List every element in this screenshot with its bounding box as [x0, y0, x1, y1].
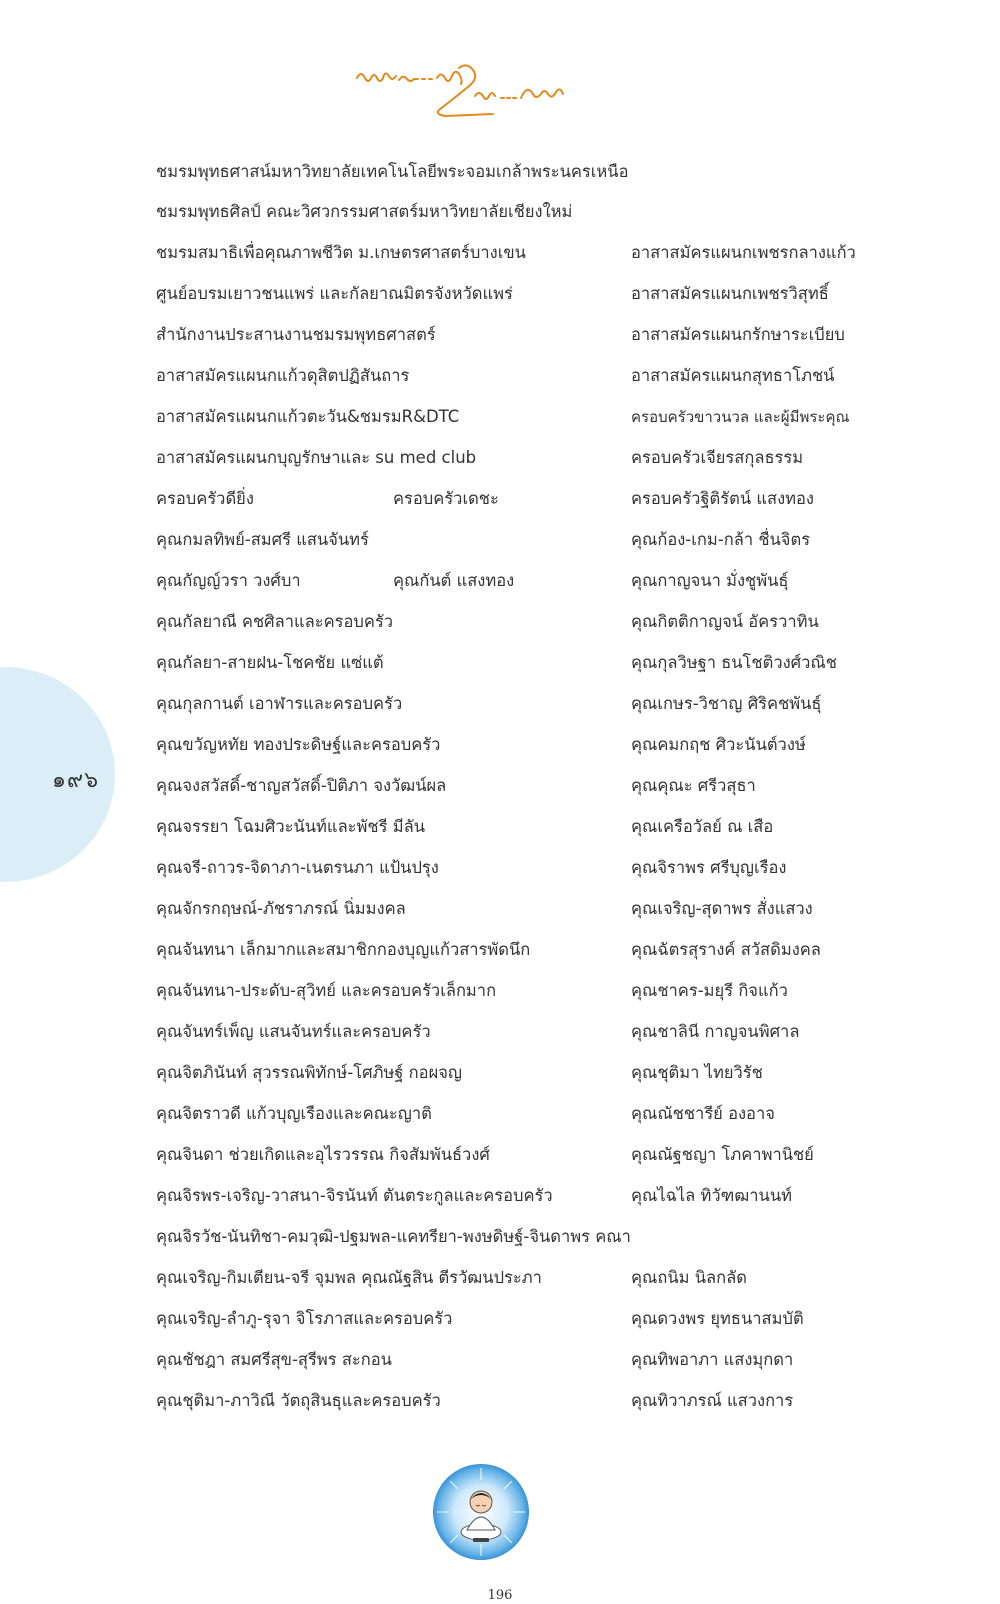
credit-row — [156, 934, 876, 966]
credit-name: คุณณัฐชญา โภคาพานิชย์ — [631, 1145, 814, 1164]
credit-name: ชมรมพุทธศาสน์มหาวิทยาลัยเทคโนโลยีพระจอมเกล้าพระนครเหนือ — [156, 162, 629, 181]
credit-name: คุณฉัตรสุรางค์ สวัสดิมงคล — [631, 940, 821, 959]
credit-row — [156, 319, 876, 351]
credit-row — [156, 770, 876, 802]
credit-name: อาสาสมัครแผนกแก้วดุสิตปฏิสันถาร — [156, 366, 410, 385]
credit-name: คุณจรรยา โฉมศิวะนันท์และพัชรี มีลัน — [156, 817, 425, 836]
credit-name: คุณจิรวัช-นันทิชา-คมวุฒิ-ปฐมพล-แคทรียา-พงษดิษฐ์-จินดาพร คณา — [156, 1227, 631, 1246]
credit-name: คุณชุติมา-ภาวิณี วัตถุสินธุและครอบครัว — [156, 1391, 441, 1410]
credit-row — [156, 1057, 876, 1089]
credit-row — [156, 360, 876, 392]
credit-row — [156, 1098, 876, 1130]
credit-name: คุณกัลยาณี คชศิลาและครอบครัว — [156, 612, 394, 631]
credit-name: ครอบครัวดียิ่ง — [156, 489, 254, 508]
page-number: 196 — [487, 1588, 513, 1603]
credit-name: คุณชุติมา ไทยวิรัช — [631, 1063, 763, 1082]
credit-row — [156, 483, 876, 515]
credit-row — [156, 1221, 876, 1253]
credit-row — [156, 524, 876, 556]
credit-name: คุณเจริญ-สุดาพร สั่งแสวง — [631, 899, 813, 918]
credit-name: คุณจิตภินันท์ สุวรรณพิทักษ์-โศภิษฐ์ กอผจญ — [156, 1063, 462, 1082]
credit-row — [156, 729, 876, 761]
credit-row — [156, 401, 876, 433]
credit-name: คุณกิตติกาญจน์ อัครวาทิน — [631, 612, 819, 631]
credit-name: คุณจันทนา เล็กมากและสมาชิกกองบุญแก้วสารพัดนึก — [156, 940, 531, 959]
credit-name: อาสาสมัครแผนกเพชรกลางแก้ว — [631, 243, 856, 262]
credit-name: คุณกัญญ์วรา วงศ์บา — [156, 571, 301, 590]
credit-name: คุณกุลวิษฐา ธนโชติวงศ์วณิช — [631, 653, 837, 672]
credit-name: อาสาสมัครแผนกบุญรักษาและ su med club — [156, 448, 477, 467]
credit-name: คุณทิวาภรณ์ แสวงการ — [631, 1391, 794, 1410]
credit-name: คุณณัชชารีย์ องอาจ — [631, 1104, 775, 1123]
credit-row — [156, 1344, 876, 1376]
credit-name: คุณจักรกฤษณ์-ภัชราภรณ์ นิ่มมงคล — [156, 899, 406, 918]
credit-name: สำนักงานประสานงานชมรมพุทธศาสตร์ — [156, 325, 436, 344]
credit-name: คุณขวัญหทัย ทองประดิษฐ์และครอบครัว — [156, 735, 441, 754]
credit-name: คุณไฉไล ทิวัฑฒานนท์ — [631, 1186, 792, 1205]
credit-name: คุณจิรพร-เจริญ-วาสนา-จิรนันท์ ตันตระกูลและครอบครัว — [156, 1186, 553, 1205]
credit-name: อาสาสมัครแผนกแก้วตะวัน&ชมรมR&DTC — [156, 407, 460, 426]
credit-name: คุณถนิม นิลกลัด — [631, 1268, 747, 1287]
credit-name: ศูนย์อบรมเยาวชนแพร่ และกัลยาณมิตรจังหวัดแพร่ — [156, 284, 513, 303]
thai-page-number: ๑๙๖ — [52, 768, 100, 793]
credit-name: ชมรมพุทธศิลป์ คณะวิศวกรรมศาสตร์มหาวิทยาลัยเชียงใหม่ — [156, 202, 573, 221]
credit-name: คุณเจริญ-ลำภู-รุจา จิโรภาสและครอบครัว — [156, 1309, 453, 1328]
credit-name: คุณกุลกานต์ เอาฬารและครอบครัว — [156, 694, 403, 713]
credit-name: คุณชาคร-มยุรี กิจแก้ว — [631, 981, 788, 1000]
credit-name: ครอบครัวเจียรสกุลธรรม — [631, 448, 804, 467]
credit-name: คุณชัชฎา สมศรีสุข-สุรีพร สะกอน — [156, 1350, 392, 1369]
credit-row — [156, 278, 876, 310]
credit-name: คุณชาลินี กาญจนพิศาล — [631, 1022, 800, 1041]
meditating-figure-icon — [431, 1462, 531, 1562]
credit-row — [156, 237, 876, 269]
credit-row — [156, 893, 876, 925]
credit-row — [156, 1016, 876, 1048]
credit-name: ครอบครัวฐิติรัตน์ แสงทอง — [631, 489, 814, 508]
credit-row — [156, 647, 876, 679]
credit-name: คุณก้อง-เกม-กล้า ชื่นจิตร — [631, 530, 811, 549]
credit-name: คุณเครือวัลย์ ณ เสือ — [631, 817, 774, 836]
credit-row — [156, 1262, 876, 1294]
credit-name: คุณจิตราวดี แก้วบุญเรืองและคณะญาติ — [156, 1104, 432, 1123]
credit-name: คุณดวงพร ยุทธนาสมบัติ — [631, 1309, 804, 1328]
credit-row — [156, 811, 876, 843]
credit-row — [156, 606, 876, 638]
credit-name: ชมรมสมาธิเพื่อคุณภาพชีวิต ม.เกษตรศาสตร์บางเขน — [156, 243, 526, 262]
credit-name: คุณเกษร-วิชาญ ศิริคชพันธุ์ — [631, 694, 822, 713]
credit-name: คุณกันต์ แสงทอง — [393, 571, 515, 590]
credit-name: คุณคมกฤช ศิวะนันต์วงษ์ — [631, 735, 806, 754]
credit-name: คุณจินดา ช่วยเกิดและอุไรวรรณ กิจสัมพันธ์วงศ์ — [156, 1145, 490, 1164]
credit-row — [156, 688, 876, 720]
credit-row — [156, 156, 876, 188]
credit-name: คุณจันทร์เพ็ญ แสนจันทร์และครอบครัว — [156, 1022, 431, 1041]
credit-row — [156, 852, 876, 884]
credit-name: คุณกมลทิพย์-สมศรี แสนจันทร์ — [156, 530, 369, 549]
credit-row — [156, 196, 876, 228]
credit-row — [156, 1180, 876, 1212]
credit-name: อาสาสมัครแผนกรักษาระเบียบ — [631, 325, 845, 344]
credit-row — [156, 1303, 876, 1335]
credit-name: คุณจันทนา-ประดับ-สุวิทย์ และครอบครัวเล็กมาก — [156, 981, 497, 1000]
credit-name: คุณจิราพร ศรีบุญเรือง — [631, 858, 787, 877]
credit-name: อาสาสมัครแผนกสุทธาโภชน์ — [631, 366, 835, 385]
credit-row — [156, 1139, 876, 1171]
handwritten-signature — [355, 58, 605, 128]
credit-row — [156, 442, 876, 474]
credit-name: คุณกัลยา-สายฝน-โชคชัย แซ่แต้ — [156, 653, 384, 672]
credit-name: คุณคุณะ ศรีวสุธา — [631, 776, 756, 795]
credit-name: ครอบครัวเดชะ — [393, 489, 499, 508]
credit-name: อาสาสมัครแผนกเพชรวิสุทธิ์ — [631, 284, 829, 303]
credit-name: คุณเจริญ-กิมเตียน-จรี จุมพล คุณณัฐสิน ตีรวัฒนประภา — [156, 1268, 542, 1287]
credit-name: คุณจรี-ถาวร-จิดาภา-เนตรนภา แป้นปรุง — [156, 858, 439, 877]
credit-name: ครอบครัวขาวนวล และผู้มีพระคุณ — [631, 408, 850, 426]
credit-name: คุณทิพอาภา แสงมุกดา — [631, 1350, 794, 1369]
credit-row — [156, 1385, 876, 1417]
credit-row — [156, 975, 876, 1007]
credit-name: คุณจงสวัสดิ์-ชาญสวัสดิ์-ปิติภา จงวัฒน์ผล — [156, 776, 447, 795]
credit-row — [156, 565, 876, 597]
credit-name: คุณกาญจนา มั่งชูพันธุ์ — [631, 571, 789, 590]
